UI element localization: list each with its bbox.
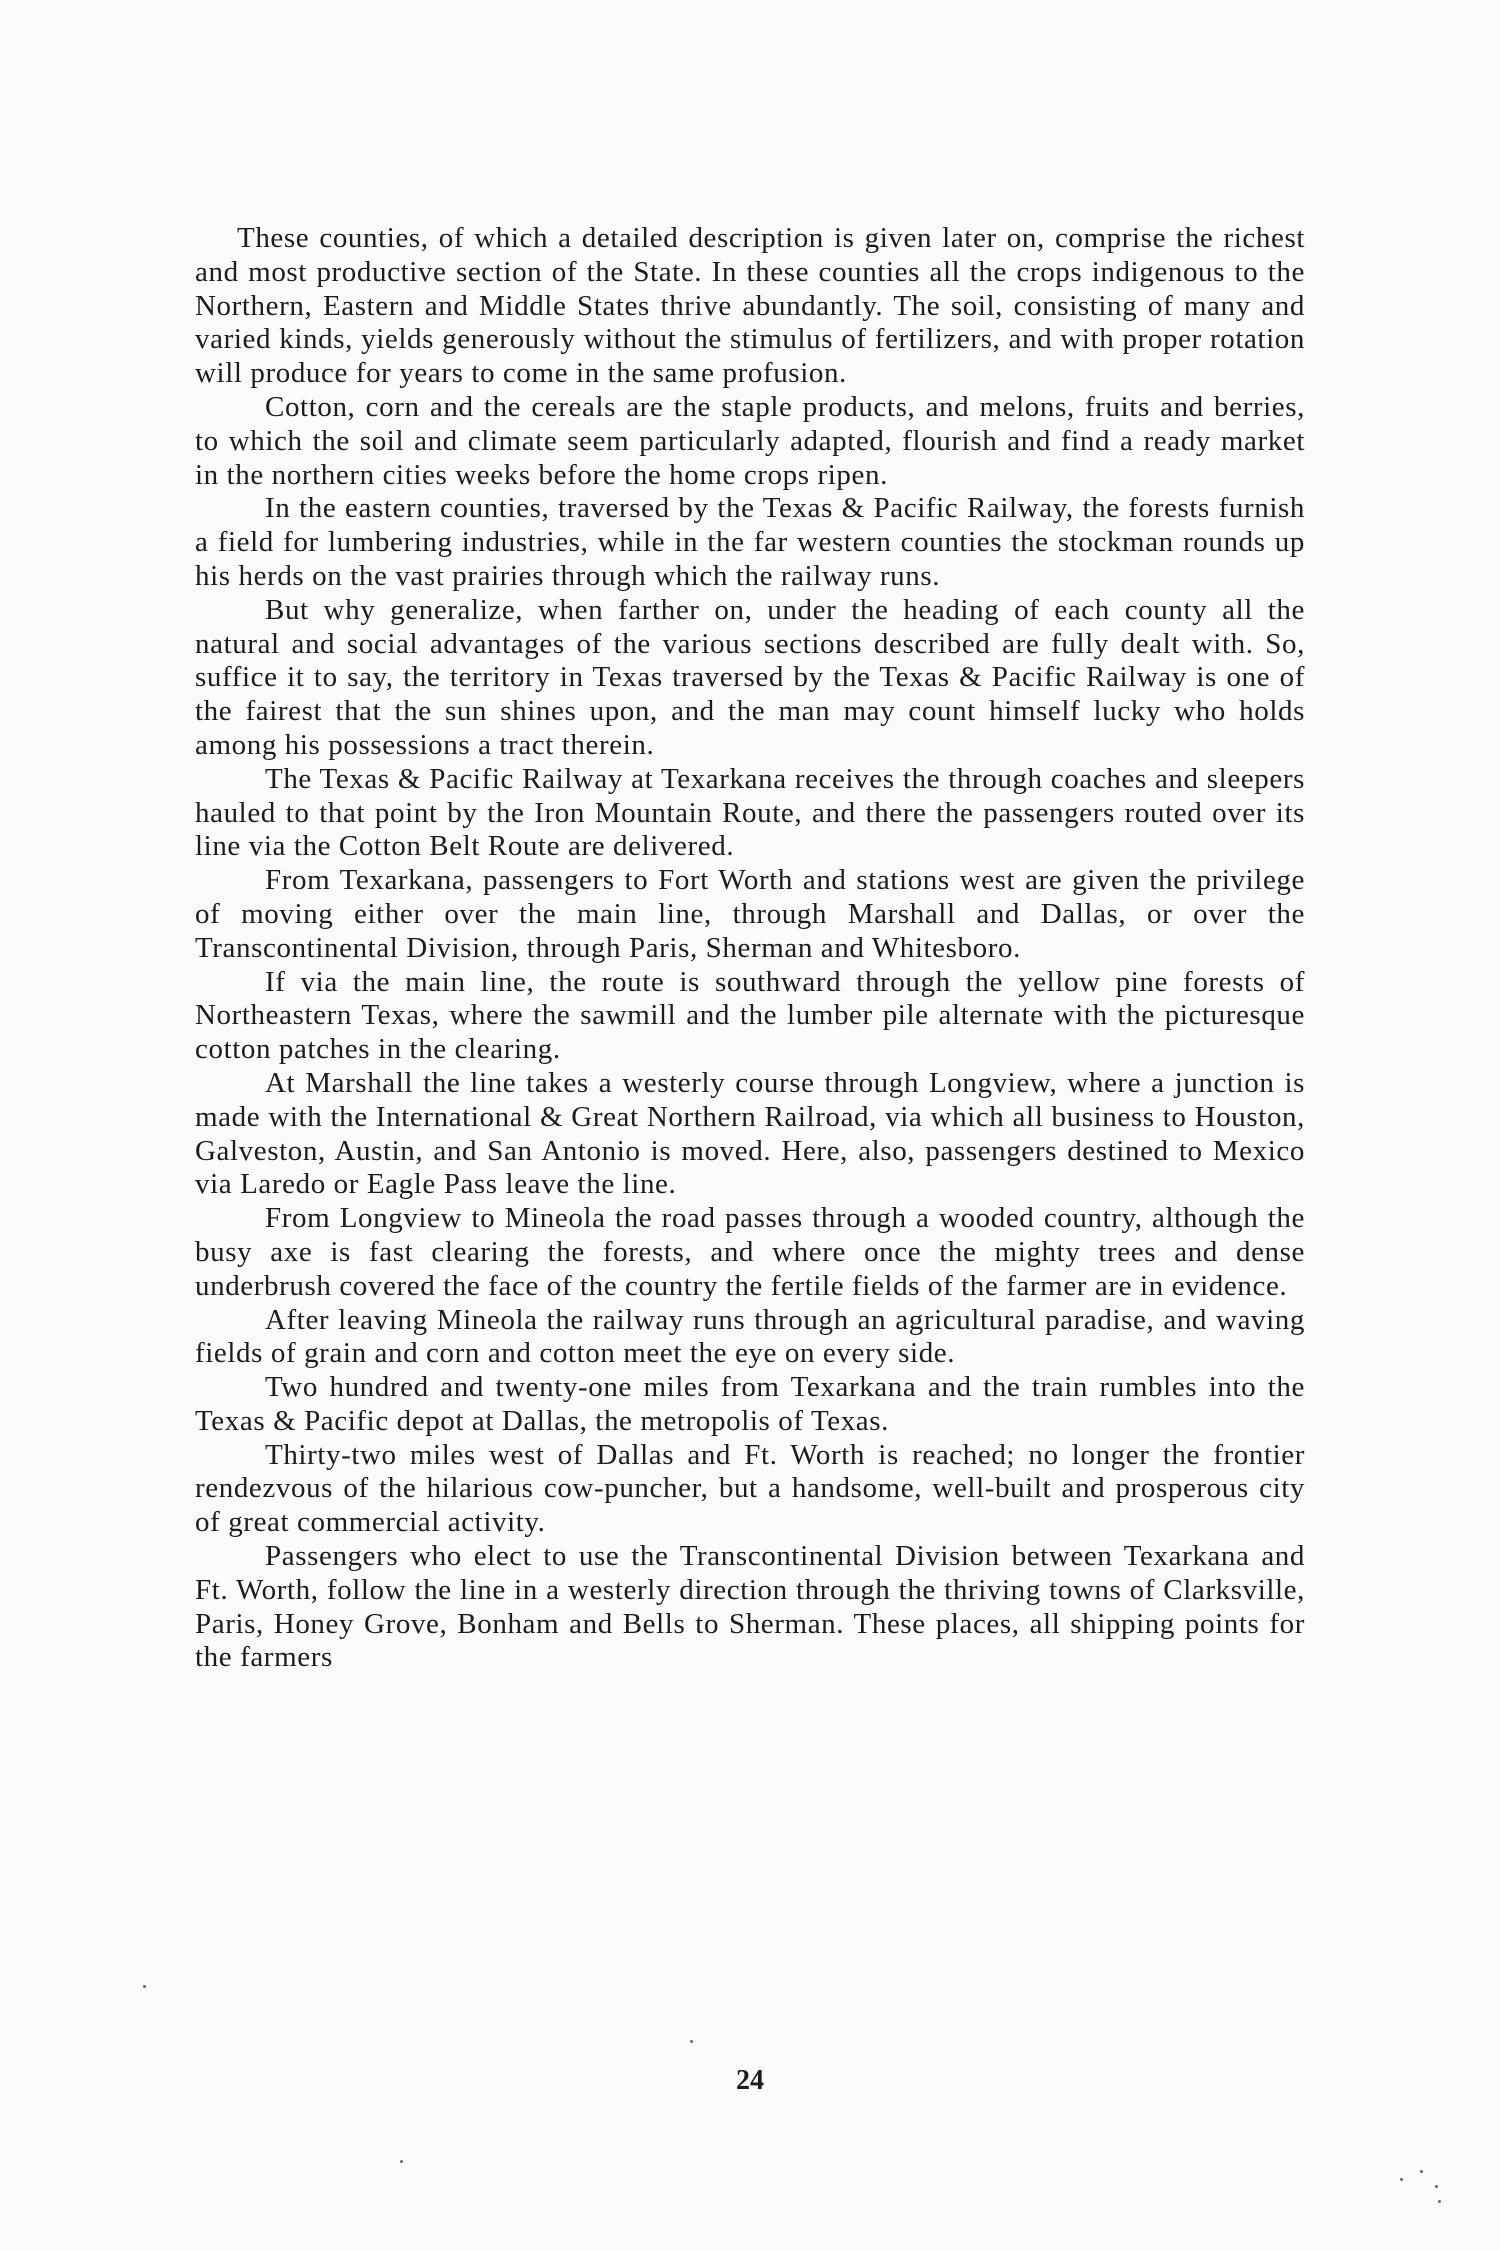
scan-speck [400,2160,403,2163]
paragraph-2: Cotton, corn and the cereals are the staple products, and melons, fruits and berries, to which the soil and climate seem particularly adapted, flourish and find a ready market in the northern cities weeks before the home crops ripen. [195,390,1305,491]
paragraph-13: Passengers who elect to use the Transcontinental Division between Texarkana and Ft. Worth, follow the line in a westerly direction through the thriving towns of Clarksville, Paris, Honey Grove, Bonham and Bells to Sherman. These places, all shipping points for the farmers [195,1540,1305,1674]
scan-speck [1400,2178,1403,2181]
paragraph-11: Two hundred and twenty-one miles from Texarkana and the train rumbles into the Texas & Pacific depot at Dallas, the metropolis of Texas. [195,1371,1305,1437]
paragraph-4: But why generalize, when farther on, under the heading of each county all the natural and social advantages of the various sections described are fully dealt with. So, suffice it to say, the territory in Texas traversed by the Texas & Pacific Railway is one of the fairest that the sun shines upon, and the man may count himself lucky who holds among his possessions a tract therein. [195,593,1305,761]
paragraph-9: From Longview to Mineola the road passes through a wooded country, although the busy axe is fast clearing the forests, and where once the mighty trees and dense underbrush covered the face of the country the fertile fields of the farmer are in evidence. [195,1202,1305,1302]
paragraph-7: If via the main line, the route is southward through the yellow pine forests of Northeastern Texas, where the sawmill and the lumber pile alternate with the picturesque cotton patches in the clearing. [195,965,1305,1066]
page-number: 24 [736,2065,764,2096]
body-text [195,222,1305,1675]
scan-speck [143,1985,146,1988]
paragraph-3: In the eastern counties, traversed by the Texas & Pacific Railway, the forests furnish a field for lumbering industries, while in the far western counties the stockman rounds up his herds on the vast prairies through which the railway runs. [195,492,1305,592]
paragraph-5: The Texas & Pacific Railway at Texarkana receives the through coaches and sleepers hauled to that point by the Iron Mountain Route, and there the passengers routed over its line via the Cotton Belt Route are delivered. [195,762,1305,863]
paragraph-12: Thirty-two miles west of Dallas and Ft. Worth is reached; no longer the frontier rendezvous of the hilarious cow-puncher, but a handsome, well-built and prosperous city of great commercial activity. [195,1438,1305,1539]
paragraph-10: After leaving Mineola the railway runs through an agricultural paradise, and waving fields of grain and corn and cotton meet the eye on every side. [195,1303,1305,1370]
scan-speck [1435,2185,1438,2188]
scan-speck [1438,2200,1441,2203]
paragraph-6: From Texarkana, passengers to Fort Worth and stations west are given the privilege of moving either over the main line, through Marshall and Dallas, or over the Transcontinental Division, through Paris, Sherman and Whitesboro. [195,864,1305,964]
scan-speck [1420,2170,1423,2173]
scan-speck [690,2040,693,2043]
paragraph-8: At Marshall the line takes a westerly course through Longview, where a junction is made with the International & Great Northern Railroad, via which all business to Houston, Galveston, Austin, and San Antonio is moved. Here, also, passengers destined to Mexico via Laredo or Eagle Pass leave the line. [195,1066,1305,1201]
paragraph-1: These counties, of which a detailed description is given later on, comprise the richest and most productive section of the State. In these counties all the crops indigenous to the Northern, Eastern and Middle States thrive abundantly. The soil, consisting of many and varied kinds, yields generously without the stimulus of fertilizers, and with proper rotation will produce for years to come in the same profusion. [195,222,1305,390]
